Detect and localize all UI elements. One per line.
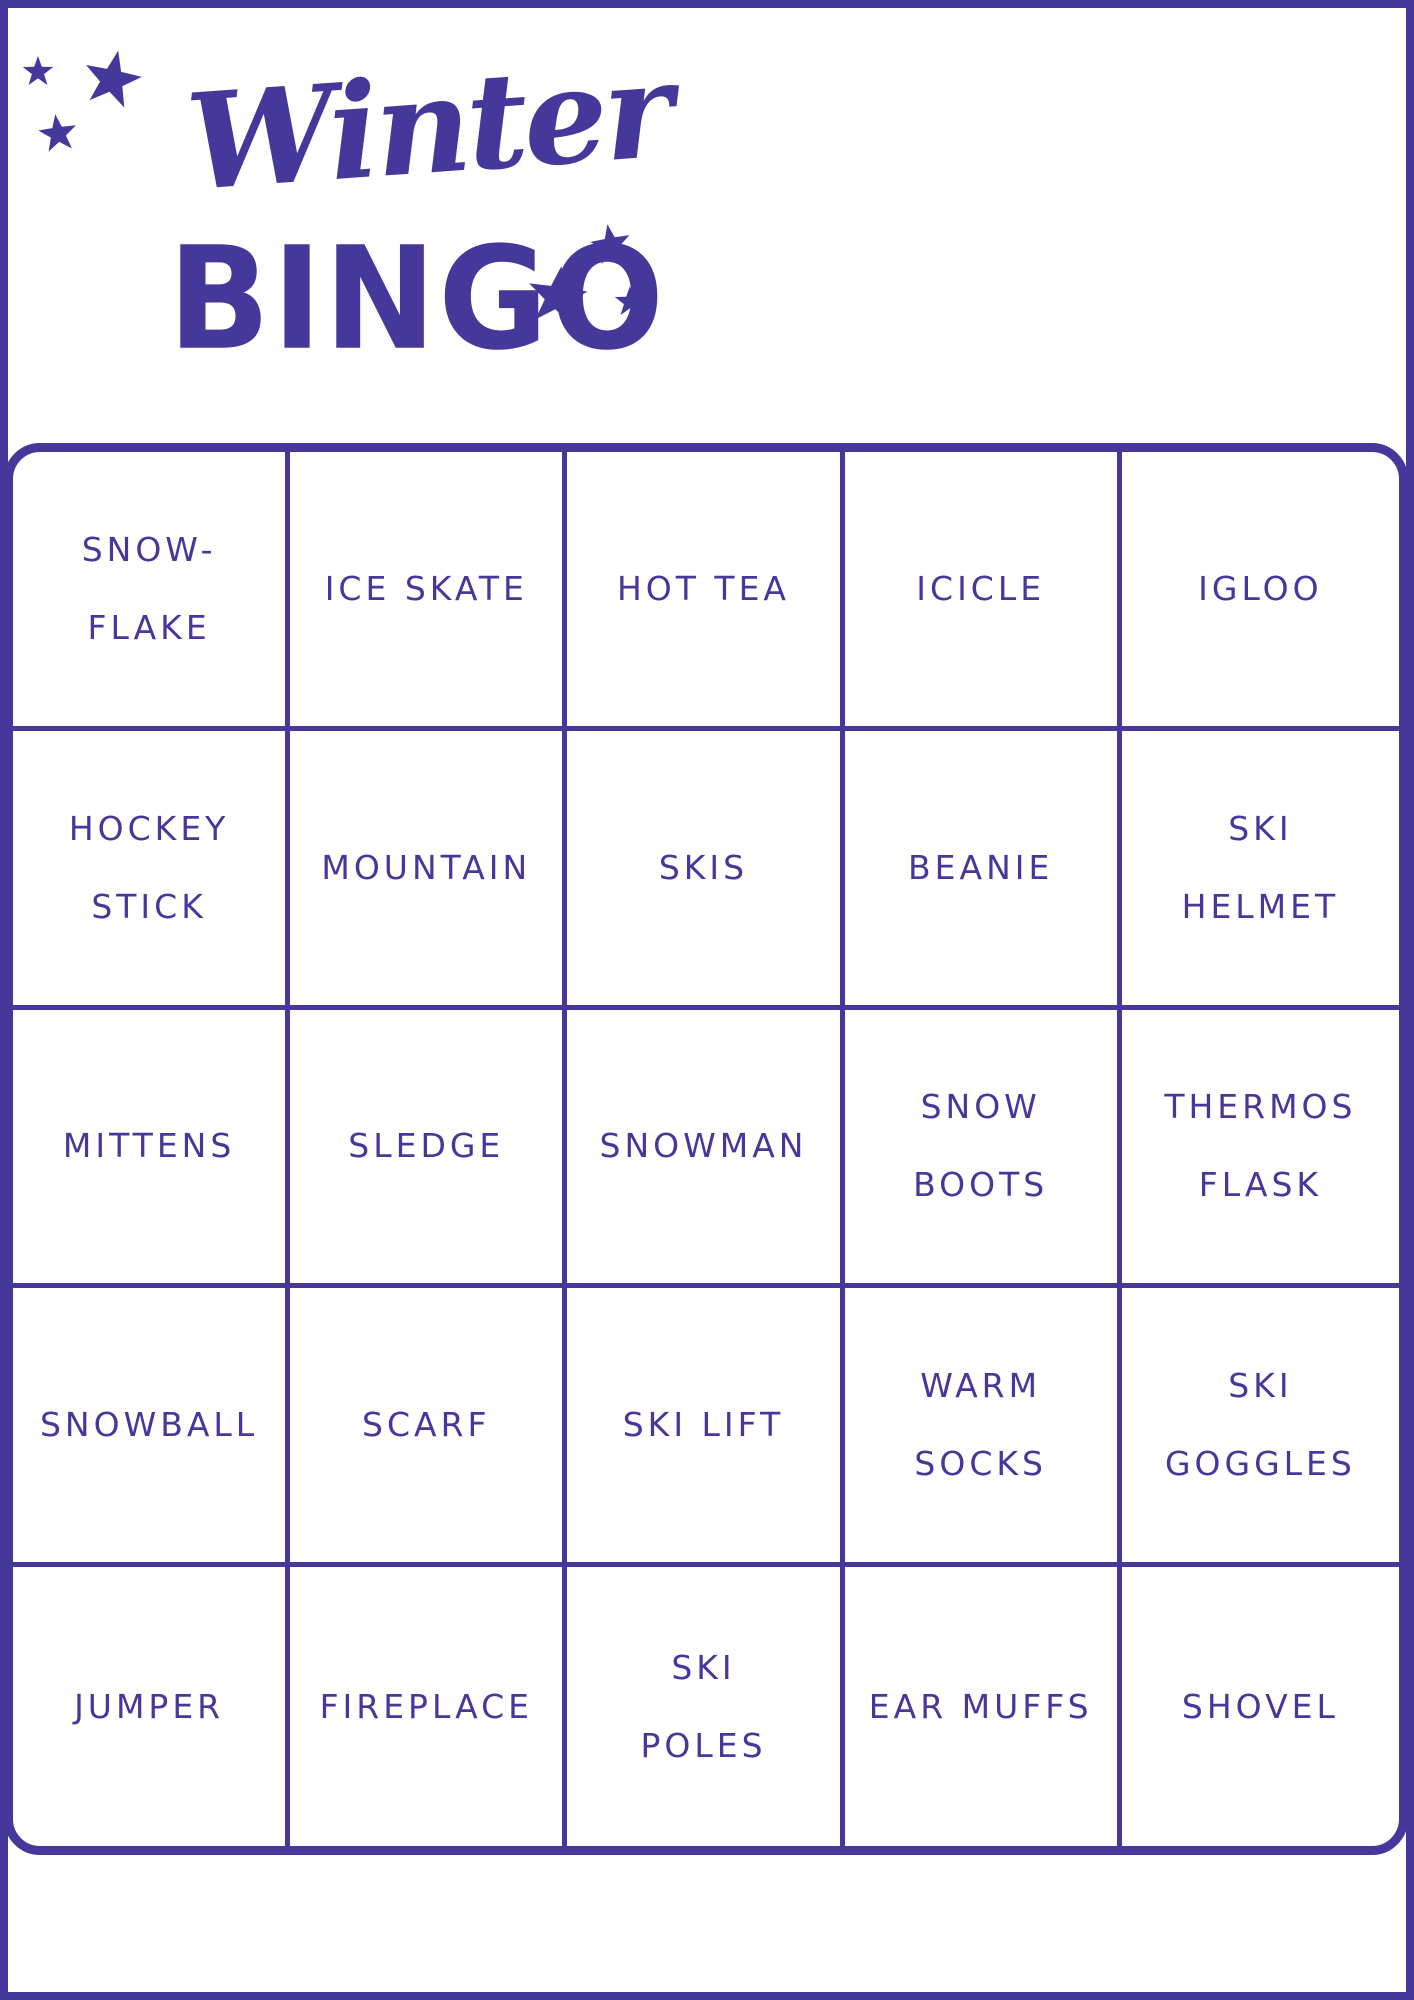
- bingo-cell-label: SKI: [671, 1647, 736, 1687]
- bingo-cell[interactable]: [290, 1288, 567, 1567]
- bingo-cell-label: SCARF: [362, 1405, 491, 1445]
- bingo-cell-label: SOCKS: [914, 1444, 1047, 1484]
- bingo-cell-label: MITTENS: [62, 1126, 236, 1166]
- bingo-cell-label: BEANIE: [908, 847, 1054, 887]
- bingo-cell[interactable]: [1122, 1288, 1399, 1567]
- title-bingo: BINGO: [168, 216, 667, 382]
- bingo-cell-label: FLAKE: [87, 607, 211, 647]
- bingo-cell-label: JUMPER: [74, 1686, 225, 1726]
- bingo-cell-label: SNOWBALL: [39, 1405, 259, 1445]
- bingo-cell-label: POLES: [640, 1725, 767, 1765]
- bingo-cell-label: HELMET: [1181, 886, 1340, 926]
- bingo-cell[interactable]: [290, 1010, 567, 1289]
- title-script: Winter: [181, 32, 675, 221]
- bingo-cell[interactable]: [567, 1567, 844, 1846]
- bingo-cell-label: FLASK: [1198, 1165, 1323, 1205]
- bingo-cell[interactable]: [845, 1010, 1122, 1289]
- bingo-cell-label: IGLOO: [1198, 568, 1323, 608]
- star-icon: [22, 56, 54, 88]
- bingo-cell-label: BOOTS: [913, 1165, 1049, 1205]
- bingo-cell-label: SKI: [1228, 1366, 1293, 1406]
- bingo-cell-label: SKI LIFT: [622, 1405, 785, 1445]
- bingo-cell-label: SKI: [1228, 808, 1293, 848]
- bingo-cell-label: SNOWMAN: [599, 1126, 808, 1166]
- bingo-cell[interactable]: [13, 1567, 290, 1846]
- bingo-cell[interactable]: [845, 731, 1122, 1010]
- bingo-cell-label: EAR MUFFS: [868, 1686, 1093, 1726]
- bingo-cell-label: WARM: [920, 1366, 1042, 1406]
- bingo-cell-label: GOGGLES: [1164, 1444, 1356, 1484]
- bingo-cell[interactable]: [567, 1010, 844, 1289]
- star-icon: [82, 50, 142, 110]
- bingo-cell-label: SKIS: [658, 847, 749, 887]
- bingo-cell[interactable]: [567, 1288, 844, 1567]
- bingo-cell-label: HOCKEY: [68, 808, 230, 848]
- bingo-cell-label: MOUNTAIN: [321, 847, 532, 887]
- bingo-cell-label: SNOW-: [81, 529, 217, 569]
- title-header: [0, 0, 700, 440]
- bingo-cell[interactable]: [1122, 1567, 1399, 1846]
- bingo-cell[interactable]: [13, 731, 290, 1010]
- bingo-cell[interactable]: [1122, 452, 1399, 731]
- bingo-cell[interactable]: [290, 1567, 567, 1846]
- bingo-cell[interactable]: [290, 731, 567, 1010]
- bingo-cell-label: ICICLE: [916, 568, 1046, 608]
- bingo-cell-label: SNOW: [920, 1087, 1041, 1127]
- bingo-cell-label: SHOVEL: [1181, 1686, 1339, 1726]
- bingo-cell[interactable]: [13, 1010, 290, 1289]
- bingo-cell[interactable]: [1122, 731, 1399, 1010]
- bingo-cell-label: STICK: [91, 886, 207, 926]
- bingo-cell[interactable]: [845, 1567, 1122, 1846]
- bingo-cell[interactable]: [567, 731, 844, 1010]
- bingo-cell-label: HOT TEA: [616, 568, 790, 608]
- bingo-cell[interactable]: [13, 1288, 290, 1567]
- bingo-cell[interactable]: [13, 452, 290, 731]
- bingo-cell-label: SLEDGE: [348, 1126, 505, 1166]
- bingo-cell[interactable]: [1122, 1010, 1399, 1289]
- bingo-cell[interactable]: [845, 452, 1122, 731]
- bingo-cell-label: THERMOS: [1164, 1087, 1357, 1127]
- bingo-cell[interactable]: [290, 452, 567, 731]
- bingo-cell-label: ICE SKATE: [324, 568, 528, 608]
- star-icon: [38, 114, 78, 154]
- bingo-board: [4, 443, 1408, 1855]
- bingo-cell[interactable]: [845, 1288, 1122, 1567]
- bingo-cell[interactable]: [567, 452, 844, 731]
- bingo-cell-label: FIREPLACE: [319, 1686, 533, 1726]
